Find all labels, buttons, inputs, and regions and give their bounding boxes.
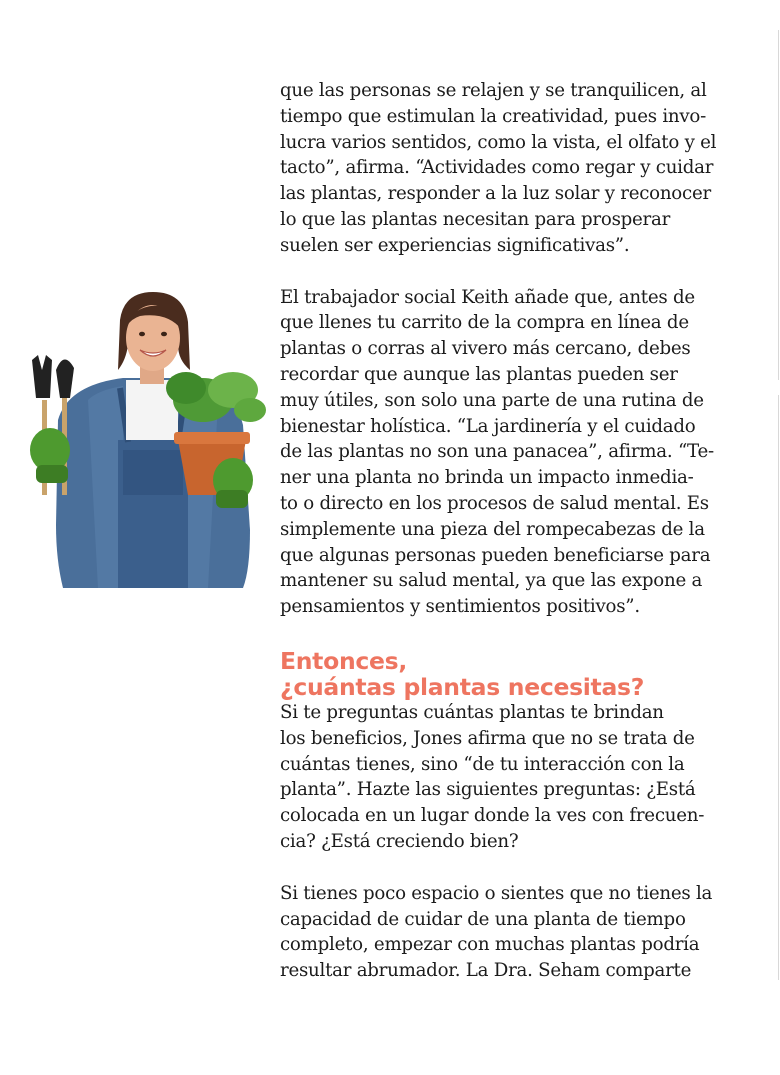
page-edge-divider bbox=[778, 395, 779, 980]
article-column bbox=[280, 78, 725, 984]
page-edge-divider bbox=[778, 30, 779, 380]
body-paragraph: Si tienes poco espacio o sientes que no tienes la capacidad de cuidar de una planta de tiempo completo, empezar con muchas plantas podría resultar abrumador. La Dra. Seham comparte bbox=[280, 882, 713, 982]
body-paragraph: que las personas se relajen y se tranquilicen, al tiempo que estimulan la creatividad, pues invo- lucra varios sentidos, como la vista, el olfato y el tacto”, afirma. “Actividades como regar y cuidar las plantas, responder a la luz solar y reconocer lo que las plantas necesitan para prosperar suelen ser experiencias significativas”. bbox=[280, 80, 717, 256]
section-heading: Entonces, ¿cuántas plantas necesitas? bbox=[280, 646, 645, 701]
body-paragraph: El trabajador social Keith añade que, antes de que llenes tu carrito de la compra en línea de plantas o corras al vivero más cercano, debes recordar que aunque las plantas pueden ser muy útiles, son solo una parte de una rutina de bienestar holística. “La jardinería y el cuidado de las plantas no son una panacea”, afirma. “Te- ner una planta no brinda un impacto inmedia- to o directo en los procesos de salud mental. Es simplemente una pieza del rompecabezas de la que algunas personas pueden beneficiarse para mantener su salud mental, ya que las expone a pensamientos y sentimientos positivos”. bbox=[280, 286, 714, 618]
body-paragraph: Si te preguntas cuántas plantas te brindan los beneficios, Jones afirma que no se trata de cuántas tienes, sino “de tu interacción con la planta”. Hazte las siguientes preguntas: ¿Está colocada en un lugar donde la ves con frecuen- cia? ¿Está creciendo bien? bbox=[280, 701, 705, 852]
gardener-woman-photo-icon bbox=[28, 290, 274, 590]
